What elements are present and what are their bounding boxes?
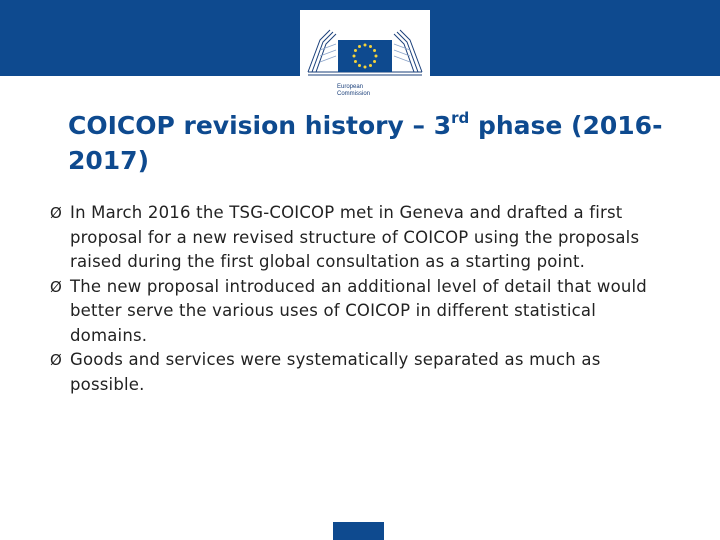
european-commission-logo [300,10,430,102]
bullet-text: Goods and services were systematically separated as much as possible. [70,350,601,394]
commission-building-icon [300,10,430,84]
bullet-item [48,275,678,349]
bullet-text: The new proposal introduced an additional level of detail that would better serve the various uses of COICOP in different statistical domains. [70,276,647,345]
arrow-bullet-icon: Ø [50,351,63,369]
footer-bar [333,522,384,540]
eu-star-icon [353,55,356,58]
eu-star-icon [364,44,367,47]
bullet-list [48,201,678,397]
eu-star-icon [364,66,367,69]
eu-star-icon [358,64,361,67]
logo-line-2: Commission [337,91,371,97]
eu-star-icon [373,49,376,52]
arrow-bullet-icon: Ø [50,277,63,296]
logo-line-1: European [337,84,364,90]
slide-title [68,108,698,178]
logo-text [337,84,370,98]
bullet-item [48,201,678,275]
eu-star-icon [358,45,361,48]
eu-star-icon [375,55,378,58]
title-main: COICOP revision history – 3 [68,111,452,140]
bullet-item [48,348,678,397]
eu-star-icon [354,60,357,63]
title-rest: phase (2016-2017) [68,111,663,175]
eu-star-icon [369,64,372,67]
eu-star-icon [373,60,376,63]
eu-star-icon [369,45,372,48]
title-superscript: rd [451,109,470,127]
eu-star-icon [354,49,357,52]
bullet-text: In March 2016 the TSG-COICOP met in Geneva and drafted a first proposal for a new revised structure of COICOP using the proposals raised during the first global consultation as a starting point. [70,203,640,271]
arrow-bullet-icon: Ø [50,204,63,222]
